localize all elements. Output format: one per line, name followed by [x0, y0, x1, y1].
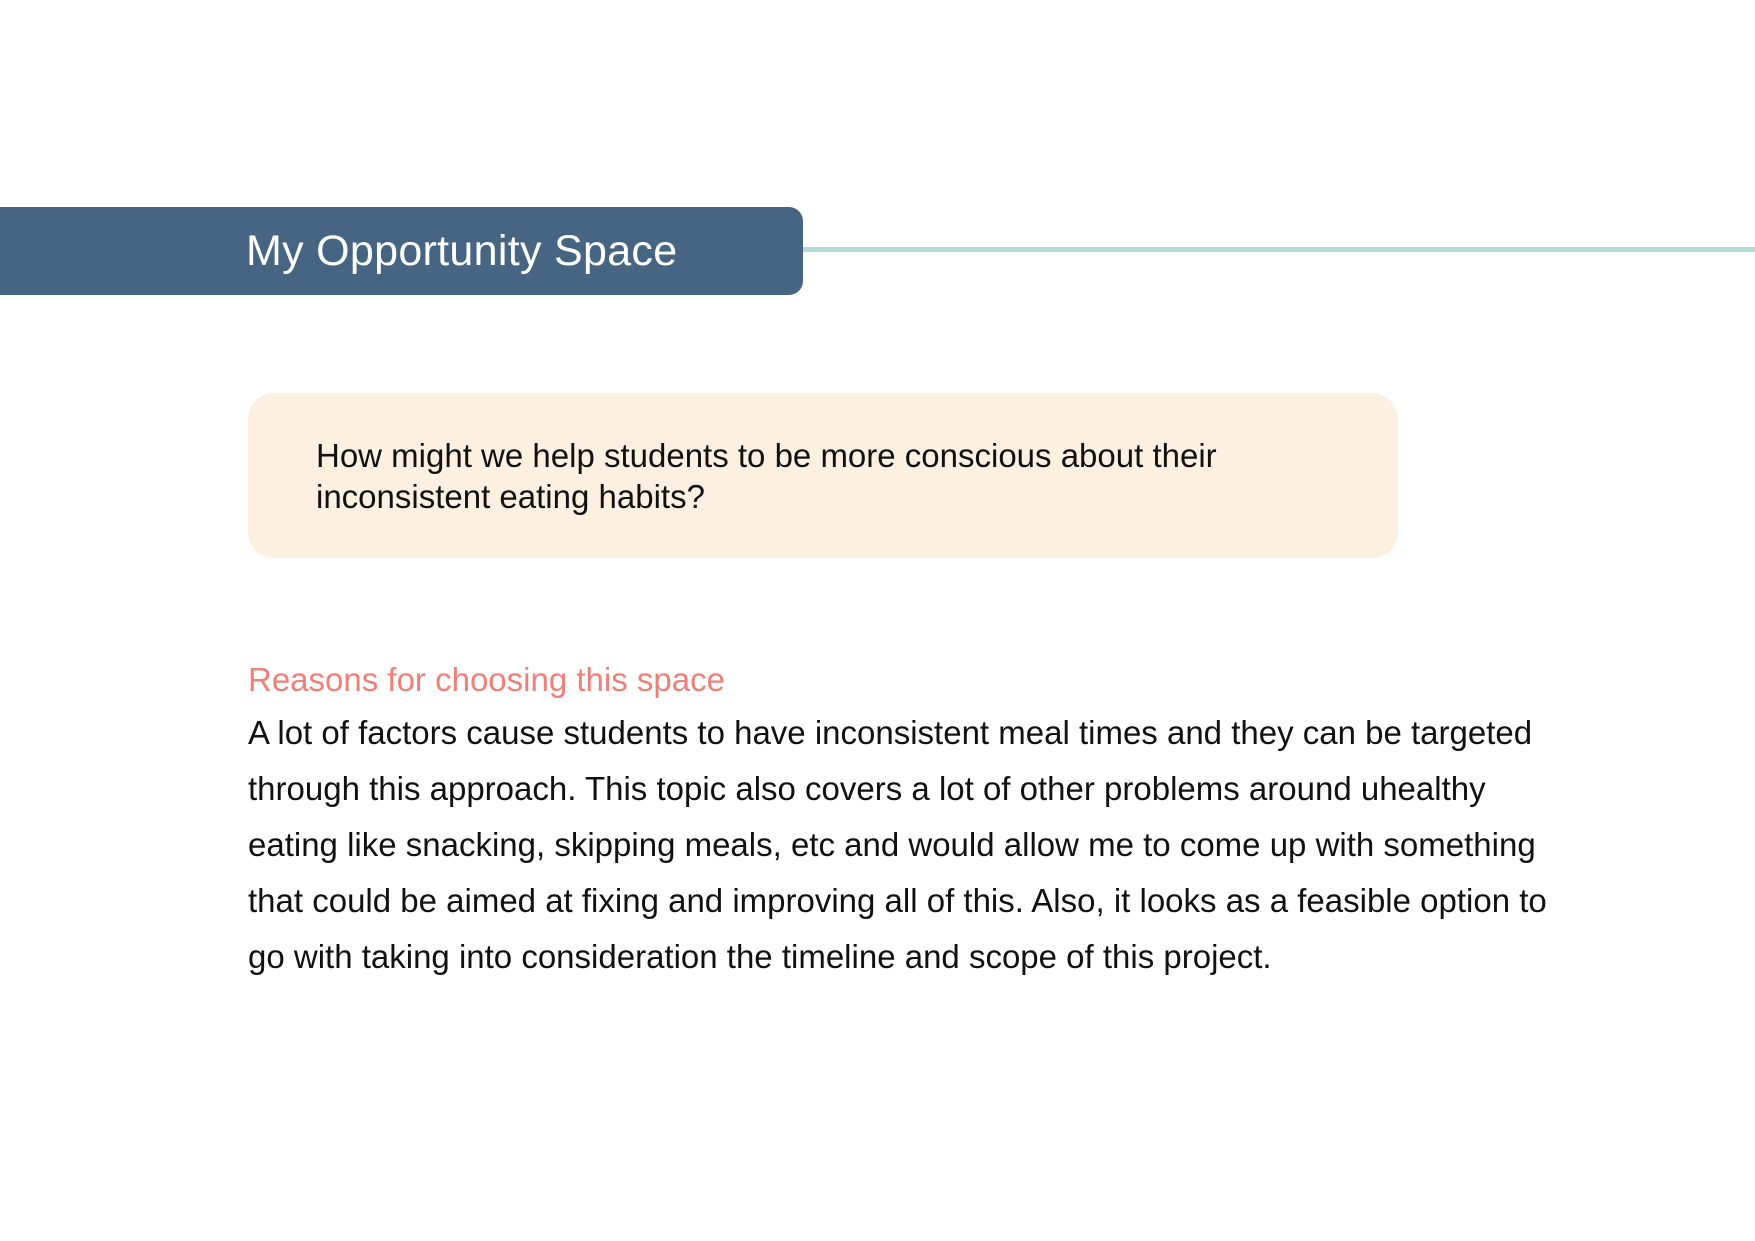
question-callout	[248, 393, 1398, 558]
title-divider-line	[803, 247, 1755, 252]
title-banner	[0, 207, 803, 295]
reasons-section	[248, 655, 1548, 985]
question-text: How might we help students to be more conscious about their inconsistent eating habits?	[316, 437, 1217, 515]
page-title: My Opportunity Space	[246, 226, 678, 275]
reasons-body-text: A lot of factors cause students to have inconsistent meal times and they can be targeted through this approach. This topic also covers a lot of other problems around uhealthy eating like snacking, skipping meals, etc and would allow me to come up with something that could be aimed at fixing and improving all of this. Also, it looks as a feasible option to go with taking into consideration the timeline and scope of this project.	[248, 714, 1547, 975]
reasons-heading: Reasons for choosing this space	[248, 661, 725, 698]
